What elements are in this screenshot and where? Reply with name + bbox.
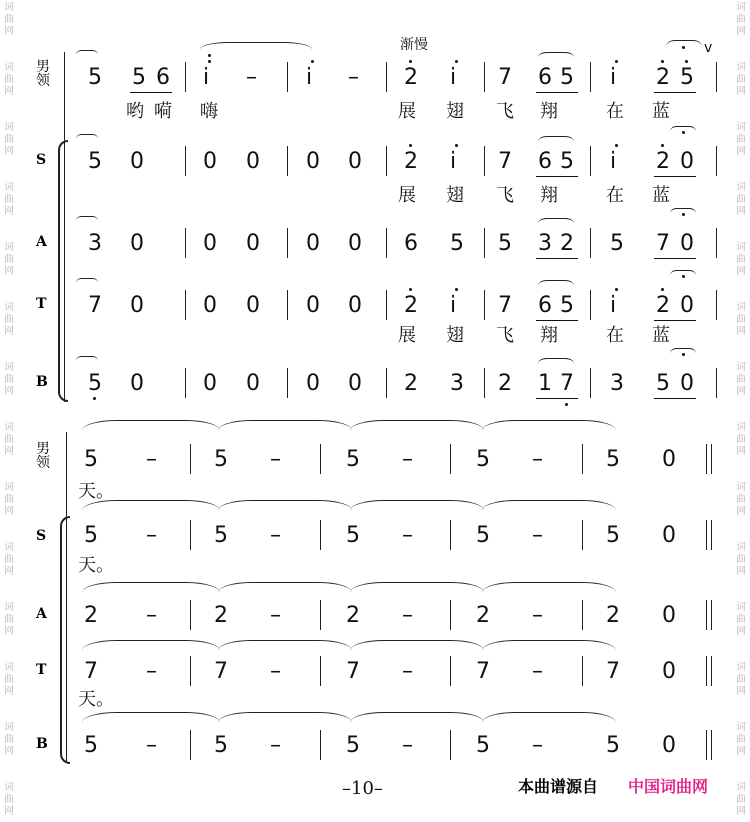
barline <box>450 600 451 630</box>
note: 5 <box>88 65 102 90</box>
note: 0 <box>348 293 362 318</box>
barline <box>320 730 321 760</box>
note: 0 <box>662 603 676 628</box>
lyric: 翅 <box>446 101 464 122</box>
fermata-dot <box>682 275 685 278</box>
note: 5 <box>498 231 512 256</box>
note: 0 <box>680 149 694 174</box>
slur-arc <box>538 136 574 147</box>
fermata-dot <box>682 353 685 356</box>
soprano-label: S <box>36 152 47 168</box>
note: 2 <box>404 149 418 174</box>
source-label: 本曲谱源自 <box>518 777 599 796</box>
note: 0 <box>130 293 144 318</box>
barline <box>190 444 191 474</box>
barline <box>484 228 485 258</box>
dash: – <box>532 447 543 472</box>
note: i <box>610 149 617 174</box>
high-dot <box>409 288 412 291</box>
dash: – <box>402 659 413 684</box>
lyric: 天。 <box>78 689 114 710</box>
note: 2 <box>404 293 418 318</box>
note: 5 <box>606 733 620 758</box>
double-barline <box>706 730 712 760</box>
male-lead-label: 男 领 <box>36 59 50 89</box>
dash: – <box>532 603 543 628</box>
note: 3 <box>88 231 102 256</box>
underline <box>654 398 696 399</box>
note: i <box>450 293 457 318</box>
note: 5 <box>476 733 490 758</box>
note: 5 <box>346 733 360 758</box>
note: 2 <box>214 603 228 628</box>
barline <box>450 656 451 686</box>
note: 5 <box>606 523 620 548</box>
note: 5 <box>84 523 98 548</box>
high-dot <box>661 288 664 291</box>
dash: – <box>270 733 281 758</box>
note: 1 <box>538 371 552 396</box>
high-dot <box>455 144 458 147</box>
note: i <box>203 65 210 90</box>
underline <box>536 398 578 399</box>
barline <box>320 656 321 686</box>
note: 6 <box>156 65 170 90</box>
note: 5 <box>476 447 490 472</box>
lyric: 飞 <box>496 185 514 206</box>
note: 7 <box>498 149 512 174</box>
high-dot <box>455 60 458 63</box>
tie-arc <box>76 356 98 365</box>
dash: – <box>532 733 543 758</box>
note: 6 <box>538 293 552 318</box>
barline <box>185 368 186 398</box>
high-dot <box>685 60 688 63</box>
underline <box>536 92 578 93</box>
note: 7 <box>476 659 490 684</box>
tie-arc <box>218 712 352 733</box>
note: 0 <box>662 733 676 758</box>
tenor-label-2: T <box>36 662 47 678</box>
tie-arc <box>218 420 352 441</box>
tie-arc <box>82 500 220 521</box>
barline <box>590 62 591 92</box>
dash: – <box>270 603 281 628</box>
tie-arc <box>76 278 98 287</box>
dash: – <box>402 523 413 548</box>
note: 5 <box>88 149 102 174</box>
tie-arc <box>76 50 98 59</box>
note: 0 <box>306 293 320 318</box>
note: 5 <box>346 523 360 548</box>
barline <box>287 62 288 92</box>
lyric: 嗨 <box>200 101 218 122</box>
lyric: 翔 <box>540 325 558 346</box>
high-dot <box>615 288 618 291</box>
dash: – <box>402 447 413 472</box>
note: 5 <box>214 523 228 548</box>
note: 5 <box>346 447 360 472</box>
dash: – <box>402 603 413 628</box>
slur-arc <box>538 280 574 291</box>
tie-arc <box>482 500 616 521</box>
barline <box>590 228 591 258</box>
barline <box>185 290 186 320</box>
lyric: 展 <box>398 325 416 346</box>
high-dot <box>455 288 458 291</box>
alto-label: A <box>36 234 47 250</box>
note: 2 <box>606 603 620 628</box>
barline <box>386 368 387 398</box>
fermata-dot <box>682 213 685 216</box>
note: 5 <box>560 293 574 318</box>
note: 7 <box>214 659 228 684</box>
barline <box>185 146 186 176</box>
note: 6 <box>538 149 552 174</box>
lyric: 蓝 <box>652 325 670 346</box>
note: 2 <box>656 149 670 174</box>
lyric: 翅 <box>446 325 464 346</box>
note: 0 <box>680 293 694 318</box>
tie-arc <box>82 582 220 603</box>
note: 5 <box>84 733 98 758</box>
right-watermark: 词 曲 网 词 曲 网 词 曲 网 词 曲 网 词 曲 网 词 曲 网 词 曲 网 词 曲 网 词 曲 网 词 曲 网 词 曲 网 词 曲 网 词 曲 网 词 曲 网 <box>736 2 746 817</box>
bass-label: B <box>36 374 48 390</box>
note: 0 <box>306 371 320 396</box>
dash: – <box>246 65 257 90</box>
tie-arc <box>482 712 616 733</box>
note: 2 <box>498 371 512 396</box>
breath-mark: v <box>704 40 713 56</box>
tie-arc <box>350 420 484 441</box>
lyric: 在 <box>606 101 624 122</box>
double-barline <box>706 656 712 686</box>
barline <box>590 368 591 398</box>
barline <box>320 520 321 550</box>
note: 0 <box>246 293 260 318</box>
lyric: 飞 <box>496 101 514 122</box>
underline <box>654 258 696 259</box>
tie-arc <box>482 420 616 441</box>
tie-arc <box>218 500 352 521</box>
tenor-label: T <box>36 296 47 312</box>
note: 0 <box>662 659 676 684</box>
fermata-dot <box>208 54 211 57</box>
note: 2 <box>404 371 418 396</box>
tie-arc <box>350 500 484 521</box>
choir-bracket-2 <box>60 516 70 764</box>
note: 3 <box>450 371 464 396</box>
barline <box>484 290 485 320</box>
underline <box>536 320 578 321</box>
dash: – <box>146 733 157 758</box>
dash: – <box>348 65 359 90</box>
tie-arc <box>82 420 220 441</box>
note: 0 <box>662 523 676 548</box>
barline <box>190 730 191 760</box>
barline <box>386 228 387 258</box>
lyric: 在 <box>606 325 624 346</box>
dash: – <box>402 733 413 758</box>
underline <box>536 176 578 177</box>
note: 2 <box>656 293 670 318</box>
slur-arc <box>538 52 574 63</box>
note: 2 <box>84 603 98 628</box>
dash: – <box>270 659 281 684</box>
note: i <box>450 65 457 90</box>
lyric: 在 <box>606 185 624 206</box>
barline <box>287 368 288 398</box>
site-name: 中国词曲网 <box>628 777 709 796</box>
lyric: 哟 <box>126 101 144 122</box>
barline <box>190 520 191 550</box>
barline <box>484 146 485 176</box>
note: 0 <box>130 149 144 174</box>
note: 7 <box>498 293 512 318</box>
note: i <box>610 65 617 90</box>
dash: – <box>146 523 157 548</box>
note: 2 <box>346 603 360 628</box>
barline <box>484 368 485 398</box>
note: 5 <box>214 733 228 758</box>
tie-arc <box>482 582 616 603</box>
note: 2 <box>656 65 670 90</box>
note: i <box>306 65 313 90</box>
note: 6 <box>538 65 552 90</box>
note: 0 <box>662 447 676 472</box>
note: 0 <box>203 293 217 318</box>
barline <box>716 290 717 320</box>
lyric: 翔 <box>540 185 558 206</box>
high-dot <box>208 60 211 63</box>
note: 2 <box>560 231 574 256</box>
dash: – <box>146 447 157 472</box>
tie-arc <box>482 640 616 661</box>
note: 0 <box>306 149 320 174</box>
note: 0 <box>203 371 217 396</box>
underline <box>654 320 696 321</box>
note: 0 <box>680 231 694 256</box>
note: 7 <box>346 659 360 684</box>
low-dot <box>565 403 568 406</box>
lyric: 展 <box>398 101 416 122</box>
tie-arc <box>218 582 352 603</box>
dash: – <box>146 659 157 684</box>
barline <box>582 600 583 630</box>
slur-arc <box>538 218 574 229</box>
barline <box>716 368 717 398</box>
bass-label-2: B <box>36 736 48 752</box>
high-dot <box>409 144 412 147</box>
fermata-dot <box>682 46 685 49</box>
double-barline <box>706 520 712 550</box>
barline <box>386 146 387 176</box>
note: 0 <box>203 231 217 256</box>
barline <box>716 228 717 258</box>
barline <box>386 62 387 92</box>
barline <box>320 444 321 474</box>
tie-arc <box>350 712 484 733</box>
tie-arc <box>76 216 98 225</box>
underline <box>536 258 578 259</box>
note: 0 <box>130 371 144 396</box>
tie-arc <box>350 640 484 661</box>
note: 5 <box>680 65 694 90</box>
slur-arc <box>200 42 312 57</box>
dash: – <box>146 603 157 628</box>
high-dot <box>615 144 618 147</box>
note: 7 <box>84 659 98 684</box>
note: 5 <box>132 65 146 90</box>
lyric: 蓝 <box>652 185 670 206</box>
note: 5 <box>656 371 670 396</box>
note: 5 <box>214 447 228 472</box>
barline <box>287 228 288 258</box>
male-lead-label-2: 男 领 <box>36 441 50 471</box>
barline <box>185 62 186 92</box>
barline <box>386 290 387 320</box>
barline <box>484 62 485 92</box>
lyric: 展 <box>398 185 416 206</box>
barline <box>582 656 583 686</box>
barline <box>450 520 451 550</box>
barline <box>190 600 191 630</box>
lyric: 天。 <box>78 555 114 576</box>
barline <box>582 520 583 550</box>
choir-bracket <box>58 140 68 402</box>
note: i <box>610 293 617 318</box>
note: 5 <box>560 149 574 174</box>
double-barline <box>706 444 712 474</box>
note: 2 <box>476 603 490 628</box>
note: 5 <box>84 447 98 472</box>
double-barline <box>706 600 712 630</box>
note: 0 <box>348 149 362 174</box>
note: 0 <box>246 231 260 256</box>
note: 5 <box>606 447 620 472</box>
barline <box>450 444 451 474</box>
dash: – <box>270 523 281 548</box>
dash: – <box>532 523 543 548</box>
underline <box>130 92 172 93</box>
barline <box>287 146 288 176</box>
note: 0 <box>246 149 260 174</box>
barline <box>287 290 288 320</box>
high-dot <box>615 60 618 63</box>
barline <box>582 444 583 474</box>
note: 5 <box>476 523 490 548</box>
tie-arc <box>218 640 352 661</box>
barline <box>590 290 591 320</box>
note: 5 <box>610 231 624 256</box>
note: 5 <box>560 65 574 90</box>
lyric: 嗬 <box>154 101 172 122</box>
tempo-mark: 渐慢 <box>400 37 428 53</box>
note: 0 <box>246 371 260 396</box>
note: 3 <box>610 371 624 396</box>
note: 5 <box>88 371 102 396</box>
barline <box>590 146 591 176</box>
soprano-label-2: S <box>36 528 47 544</box>
tie-arc <box>76 134 98 143</box>
lyric: 飞 <box>496 325 514 346</box>
note: 7 <box>560 371 574 396</box>
left-watermark: 词 曲 网 词 曲 网 词 曲 网 词 曲 网 词 曲 网 词 曲 网 词 曲 网 词 曲 网 词 曲 网 词 曲 网 词 曲 网 词 曲 网 词 曲 网 词 曲 网 <box>4 2 14 817</box>
tie-arc <box>350 582 484 603</box>
low-dot <box>93 397 96 400</box>
tie-arc <box>82 712 220 733</box>
barline <box>320 600 321 630</box>
note: 0 <box>203 149 217 174</box>
page-number: –10– <box>342 778 383 799</box>
note: i <box>450 149 457 174</box>
barline <box>190 656 191 686</box>
note: 7 <box>498 65 512 90</box>
underline <box>654 176 696 177</box>
dash: – <box>532 659 543 684</box>
slur-arc <box>538 358 574 369</box>
barline <box>450 730 451 760</box>
barline <box>716 146 717 176</box>
barline <box>716 62 717 92</box>
fermata-dot <box>682 131 685 134</box>
high-dot <box>409 60 412 63</box>
barline <box>185 228 186 258</box>
note: 7 <box>606 659 620 684</box>
note: 7 <box>656 231 670 256</box>
underline <box>654 92 696 93</box>
lyric: 翔 <box>540 101 558 122</box>
note: 7 <box>88 293 102 318</box>
note: 0 <box>306 231 320 256</box>
tie-arc <box>82 640 220 661</box>
high-dot <box>661 60 664 63</box>
note: 0 <box>348 371 362 396</box>
alto-label-2: A <box>36 606 47 622</box>
note: 3 <box>538 231 552 256</box>
note: 0 <box>130 231 144 256</box>
lyric: 翅 <box>446 185 464 206</box>
dash: – <box>270 447 281 472</box>
note: 5 <box>450 231 464 256</box>
note: 0 <box>680 371 694 396</box>
high-dot <box>311 60 314 63</box>
note: 6 <box>404 231 418 256</box>
high-dot <box>661 144 664 147</box>
note: 0 <box>348 231 362 256</box>
lyric: 蓝 <box>652 101 670 122</box>
lyric: 天。 <box>78 481 114 502</box>
note: 2 <box>404 65 418 90</box>
